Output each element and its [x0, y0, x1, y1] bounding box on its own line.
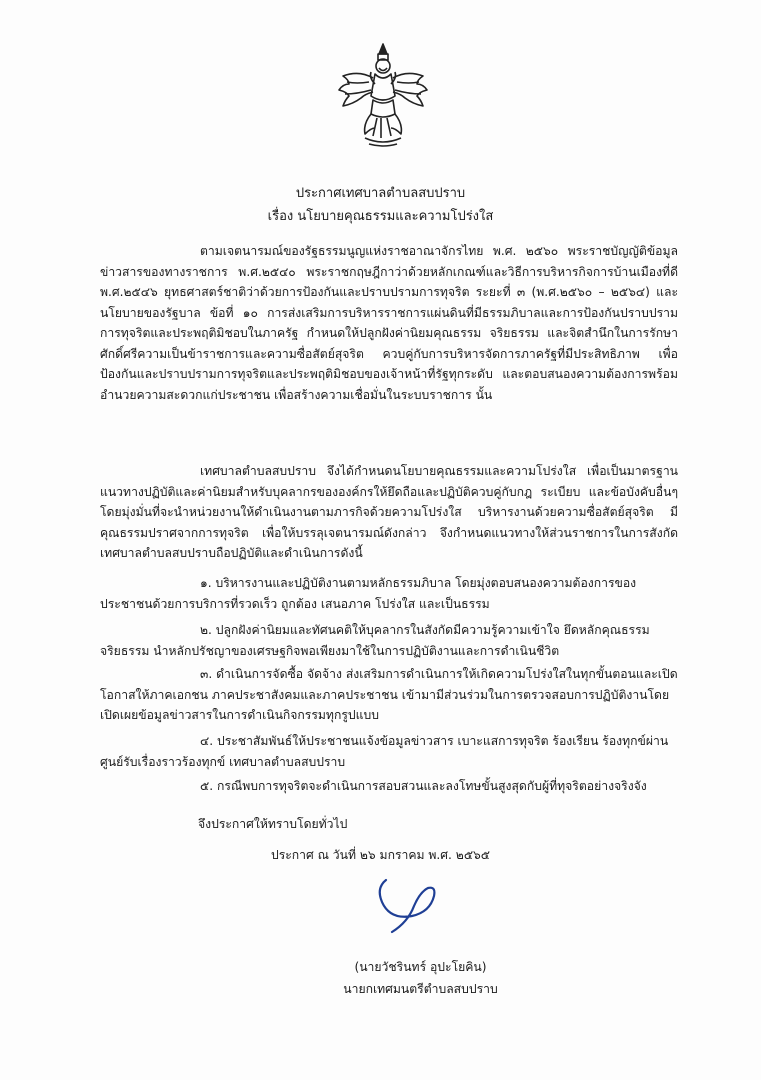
subject-heading: เรื่อง นโยบายคุณธรรมและความโปร่งใส — [267, 209, 494, 224]
policy-item-text: ๑. บริหารงานและปฏิบัติงานตามหลักธรรมภิบาล โดยมุ่งตอบสนองความต้องการของประชาชนด้วยการบริการที่รวดเร็ว ถูกต้อง เสนอภาค โปร่งใส และเป็นธรรม — [100, 576, 637, 611]
policy-item — [100, 664, 678, 726]
paragraph-policy-text: เทศบาลตำบลสบปราบ จึงได้กำหนดนโยบายคุณธรรมและความโปร่งใส เพื่อเป็นมาตรฐานแนวทางปฏิบัติและค่านิยมสำหรับบุคลากรขององค์กรให้ยึดถือและปฏิบัติควบคู่กับกฎ ระเบียบ และข้อบังคับอื่นๆโดยมุ่งมั่นที่จะนำหน่วยงานให้ดำเนินงานตามภารกิจด้วยความโปร่งใส บริหารงานด้วยความซื่อสัตย์สุจริต มีคุณธรรมปราศจากการทุจริต เพื่อให้บรรลุเจตนารมณ์ดังกล่าว จึงกำหนดแนวทางให้ส่วนราชการในการสังกัดเทศบาลตำบลสบปราบถือปฏิบัติและดำเนินการดังนี้ — [100, 464, 678, 560]
policy-item-text: ๔. ประชาสัมพันธ์ให้ประชาชนแจ้งข้อมูลข่าวสาร เบาะแสการทุจริต ร้องเรียน ร้องทุกข์ผ่านศูนย์รับเรื่องราวร้องทุกข์ เทศบาลตำบลสบปราบ — [100, 734, 669, 769]
announcement-date: ประกาศ ณ วันที่ ๒๖ มกราคม พ.ศ. ๒๕๖๕ — [270, 848, 491, 862]
garuda-emblem-icon — [335, 40, 431, 148]
policy-item — [100, 620, 678, 661]
paragraph-intro — [100, 241, 678, 405]
policy-item-text: ๓. ดำเนินการจัดซื้อ จัดจ้าง ส่งเสริมการดำเนินการให้เกิดความโปร่งใสในทุกขั้นตอนและเปิดโอกาสให้ภาคเอกชน ภาคประชาสังคมและภาคประชาชน เข้ามามีส่วนร่วมในการตรวจสอบการปฏิบัติงานโดยเปิดเผยข้อมูลข่าวสารในการดำเนินกิจกรรมทุกรูปแบบ — [100, 667, 678, 722]
policy-item — [100, 731, 678, 772]
paragraph-intro-text: ตามเจตนารมณ์ของรัฐธรรมนูญแห่งราชอาณาจักรไทย พ.ศ. ๒๕๖๐ พระราชบัญญัติข้อมูลข่าวสารของทางราชการ พ.ศ.๒๕๔๐ พระราชกฤษฎีกาว่าด้วยหลักเกณฑ์และวิธีการบริหารกิจการบ้านเมืองที่ดี พ.ศ.๒๕๔๖ ยุทธศาสตร์ชาติว่าด้วยการป้องกันและปราบปรามการทุจริต ระยะที่ ๓ (พ.ศ.๒๕๖๐ – ๒๕๖๔) และนโยบายของรัฐบาล ข้อที่ ๑๐ การส่งเสริมการบริหารราชการแผ่นดินที่มีธรรมภิบาลและการป้องกันปราบปรามการทุจริตและประพฤติมิชอบในภาครัฐ กำหนดให้ปลูกฝังค่านิยมคุณธรรม จริยธรรม และจิตสำนึกในการรักษาศักดิ์ศรีความเป็นข้าราชการและความซื่อสัตย์สุจริต ควบคู่กับการบริหารจัดการภาครัฐที่มีประสิทธิภาพ เพื่อป้องกันและปราบปรามการทุจริตและประพฤติมิชอบของเจ้าหน้าที่รัฐทุกระดับ และตอบสนองความต้องการพร้อมอำนวยความสะดวกแก่ประชาชน เพื่อสร้างความเชื่อมั่นในระบบราชการ นั้น — [100, 244, 678, 402]
signer-title: นายกเทศมนตรีตำบลสบปราบ — [343, 982, 498, 996]
policy-item-text: ๕. กรณีพบการทุจริตจะดำเนินการสอบสวนและลงโทษขั้นสูงสุดกับผู้ที่ทุจริตอย่างจริงจัง — [200, 779, 647, 793]
closing-statement: จึงประกาศให้ทราบโดยทั่วไป — [198, 817, 348, 831]
policy-item — [100, 776, 678, 797]
signer-name: (นายวัชรินทร์ อุปะโยคิน) — [354, 960, 487, 974]
paragraph-policy — [100, 461, 678, 564]
policy-item-text: ๒. ปลูกฝังค่านิยมและทัศนคติให้บุคลากรในสังกัดมีความรู้ความเข้าใจ ยึดหลักคุณธรรมจริยธรรม นำหลักปรัชญาของเศรษฐกิจพอเพียงมาใช้ในการปฏิบัติงานและการดำเนินชีวิต — [100, 623, 650, 658]
handwritten-signature-icon — [368, 870, 443, 940]
policy-item — [100, 573, 678, 614]
org-heading: ประกาศเทศบาลตำบลสบปราบ — [295, 186, 466, 201]
